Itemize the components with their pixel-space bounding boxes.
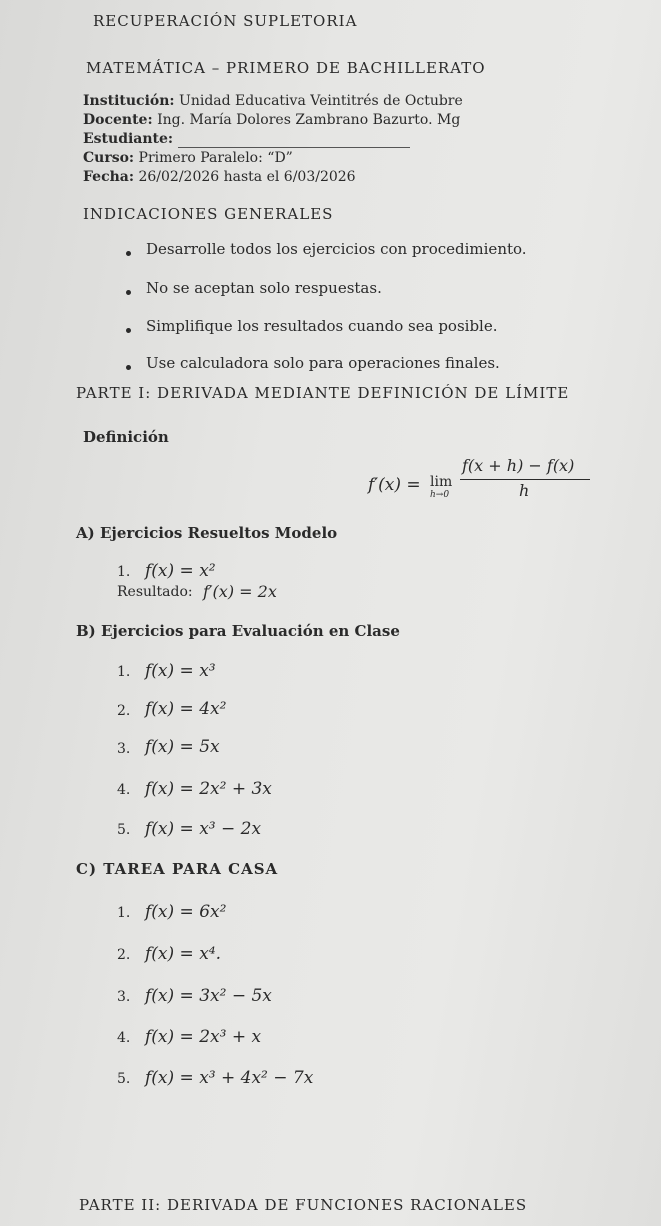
formula-fraction-bar xyxy=(460,479,590,480)
estudiante-blank-line xyxy=(178,147,410,148)
parte1-heading: PARTE I: DERIVADA MEDIANTE DEFINICIÓN DE LÍMITE xyxy=(76,384,570,402)
document-title: RECUPERACIÓN SUPLETORIA xyxy=(93,12,358,30)
indicacion-item: Use calculadora solo para operaciones finales. xyxy=(146,354,500,372)
indicacion-item: Desarrolle todos los ejercicios con procedimiento. xyxy=(146,240,527,258)
docente-value: Ing. María Dolores Zambrano Bazurto. Mg xyxy=(157,112,461,128)
seccion-c-item-expr: f(x) = x³ + 4x² − 7x xyxy=(145,1068,314,1088)
seccion-c-item-num: 1. xyxy=(117,905,131,921)
seccion-c-item-expr: f(x) = 2x³ + x xyxy=(145,1027,262,1047)
definicion-label: Definición xyxy=(83,428,169,446)
seccion-c-item-expr: f(x) = 6x² xyxy=(145,902,227,922)
formula-lim-sub: h→0 xyxy=(430,490,450,500)
seccion-b-item-num: 5. xyxy=(117,822,131,838)
seccion-c-item-num: 3. xyxy=(117,989,131,1005)
estudiante-label-text xyxy=(83,131,173,147)
docente-label: Docente: xyxy=(83,112,153,128)
curso-line xyxy=(83,150,293,166)
seccion-a-item-num: 1. xyxy=(117,564,131,580)
parte2-heading: PARTE II: DERIVADA DE FUNCIONES RACIONALES xyxy=(79,1196,528,1214)
formula-lim: lim xyxy=(430,474,453,490)
seccion-c-item-expr: f(x) = 3x² − 5x xyxy=(145,986,272,1006)
seccion-b-item-num: 2. xyxy=(117,703,131,719)
curso-label: Curso: xyxy=(83,150,135,166)
seccion-b-item-expr: f(x) = 4x² xyxy=(145,699,227,719)
seccion-c-heading: C) TAREA PARA CASA xyxy=(76,860,279,878)
bullet-icon xyxy=(126,365,131,370)
institucion-value: Unidad Educativa Veintitrés de Octubre xyxy=(179,93,463,109)
indicacion-item: No se aceptan solo respuestas. xyxy=(146,279,382,297)
seccion-b-item-expr: f(x) = 2x² + 3x xyxy=(145,779,272,799)
bullet-icon xyxy=(126,251,131,256)
fecha-value: 26/02/2026 hasta el 6/03/2026 xyxy=(138,169,356,185)
seccion-c-item-num: 4. xyxy=(117,1030,131,1046)
document-subtitle: MATEMÁTICA – PRIMERO DE BACHILLERATO xyxy=(86,59,486,77)
estudiante-label-bold: Estudiante: xyxy=(83,131,174,147)
seccion-a-item-expr: f(x) = x² xyxy=(145,561,216,581)
seccion-a-heading: A) Ejercicios Resueltos Modelo xyxy=(76,524,338,542)
seccion-c-item-expr: f(x) = x⁴. xyxy=(145,944,222,964)
seccion-b-item-expr: f(x) = x³ xyxy=(145,661,216,681)
docente-line xyxy=(83,112,460,128)
seccion-b-item-num: 3. xyxy=(117,741,131,757)
seccion-b-item-expr: f(x) = x³ − 2x xyxy=(145,819,262,839)
resultado-value: f′(x) = 2x xyxy=(203,582,277,601)
seccion-c-item-num: 2. xyxy=(117,947,131,963)
fecha-line xyxy=(83,169,356,185)
curso-value: Primero Paralelo: “D” xyxy=(138,150,293,166)
formula-lhs: f′(x) = xyxy=(368,475,421,495)
formula-numerator: f(x + h) − f(x) xyxy=(462,456,575,475)
fecha-label: Fecha: xyxy=(83,169,135,185)
bullet-icon xyxy=(126,290,131,295)
indicaciones-heading: INDICACIONES GENERALES xyxy=(83,205,334,223)
seccion-b-heading: B) Ejercicios para Evaluación en Clase xyxy=(76,622,400,640)
institucion-label: Institución: xyxy=(83,93,175,109)
resultado-label: Resultado: xyxy=(117,584,193,600)
indicacion-item: Simplifique los resultados cuando sea posible. xyxy=(146,317,498,335)
institucion-line xyxy=(83,93,463,109)
bullet-icon xyxy=(126,328,131,333)
seccion-b-item-expr: f(x) = 5x xyxy=(145,737,220,757)
formula-denominator: h xyxy=(519,481,530,500)
seccion-b-item-num: 4. xyxy=(117,782,131,798)
seccion-b-item-num: 1. xyxy=(117,664,131,680)
seccion-c-item-num: 5. xyxy=(117,1071,131,1087)
